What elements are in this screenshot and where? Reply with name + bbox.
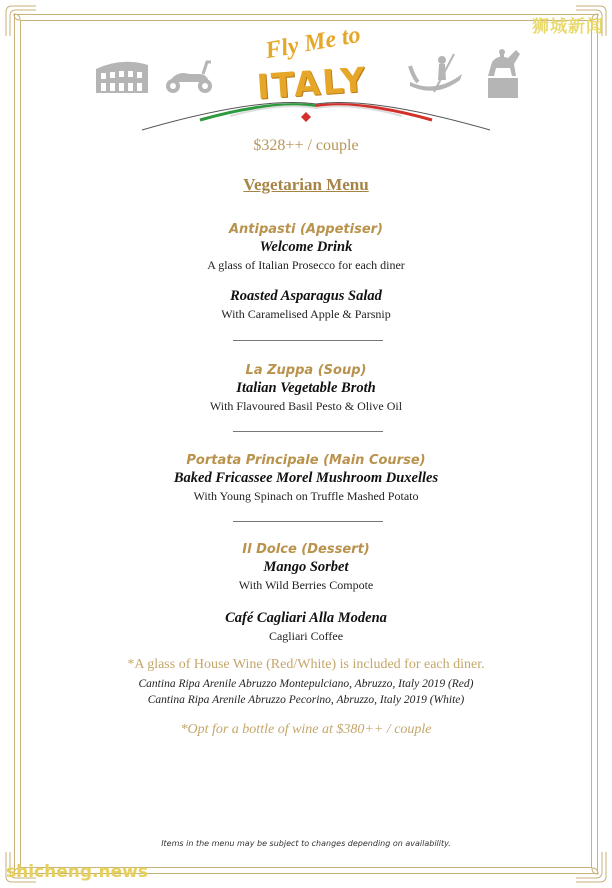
section-divider bbox=[233, 521, 383, 522]
menu-item bbox=[0, 609, 612, 645]
dish-description: With Young Spinach on Truffle Mashed Potato bbox=[193, 489, 419, 503]
section-divider bbox=[233, 431, 383, 432]
dish-description: With Flavoured Basil Pesto & Olive Oil bbox=[209, 399, 403, 413]
section-divider bbox=[233, 340, 383, 341]
dish-description: A glass of Italian Prosecco for each diner bbox=[207, 258, 405, 272]
wine-white: Cantina Ripa Arenile Abruzzo Pecorino, Abruzzo, Italy 2019 (White) bbox=[147, 694, 465, 706]
course-heading: Portata Principale (Main Course) bbox=[186, 453, 426, 468]
course-heading: Antipasti (Appetiser) bbox=[228, 222, 383, 237]
dish-name: Mango Sorbet bbox=[263, 559, 349, 575]
dish-description: With Caramelised Apple & Parsnip bbox=[221, 307, 391, 321]
menu-item bbox=[0, 287, 612, 323]
bottle-offer: *Opt for a bottle of wine at $380++ / couple bbox=[180, 722, 432, 737]
menu-title: Vegetarian Menu bbox=[243, 175, 369, 194]
dish-name: Roasted Asparagus Salad bbox=[230, 288, 382, 304]
equestrian-statue-icon bbox=[480, 44, 524, 100]
logo-title: ITALY bbox=[255, 60, 369, 108]
colosseum-icon bbox=[94, 55, 150, 95]
price: $328++ / couple bbox=[253, 137, 359, 154]
vespa-scooter-icon bbox=[163, 58, 215, 94]
section-main-course bbox=[0, 452, 612, 505]
dish-description: Cagliari Coffee bbox=[268, 629, 344, 643]
dish-name: Baked Fricassee Morel Mushroom Duxelles bbox=[173, 470, 439, 486]
gondolier-icon bbox=[408, 52, 464, 96]
dish-description: With Wild Berries Compote bbox=[238, 578, 374, 592]
flag-swoosh bbox=[140, 98, 492, 139]
watermark-top: 狮城新闻 bbox=[532, 17, 604, 37]
watermark-bottom: shicheng.news bbox=[6, 862, 148, 882]
wine-red: Cantina Ripa Arenile Abruzzo Montepulciano, Abruzzo, Italy 2019 (Red) bbox=[138, 678, 474, 690]
dish-name: Italian Vegetable Broth bbox=[236, 380, 376, 396]
section-antipasti bbox=[0, 221, 612, 274]
course-heading: La Zuppa (Soup) bbox=[245, 363, 367, 378]
dish-name: Welcome Drink bbox=[259, 239, 353, 255]
dish-name: Café Cagliari Alla Modena bbox=[225, 610, 387, 626]
corner-ornament-icon bbox=[574, 850, 608, 884]
menu-header bbox=[0, 0, 612, 150]
section-dessert bbox=[0, 541, 612, 594]
course-heading: Il Dolce (Dessert) bbox=[242, 542, 370, 557]
wine-note: *A glass of House Wine (Red/White) is included for each diner. bbox=[127, 657, 485, 672]
logo-script: Fly Me to bbox=[263, 21, 363, 65]
disclaimer: Items in the menu may be subject to changes depending on availability. bbox=[161, 839, 451, 848]
section-soup bbox=[0, 362, 612, 415]
diamond-icon bbox=[301, 112, 311, 122]
